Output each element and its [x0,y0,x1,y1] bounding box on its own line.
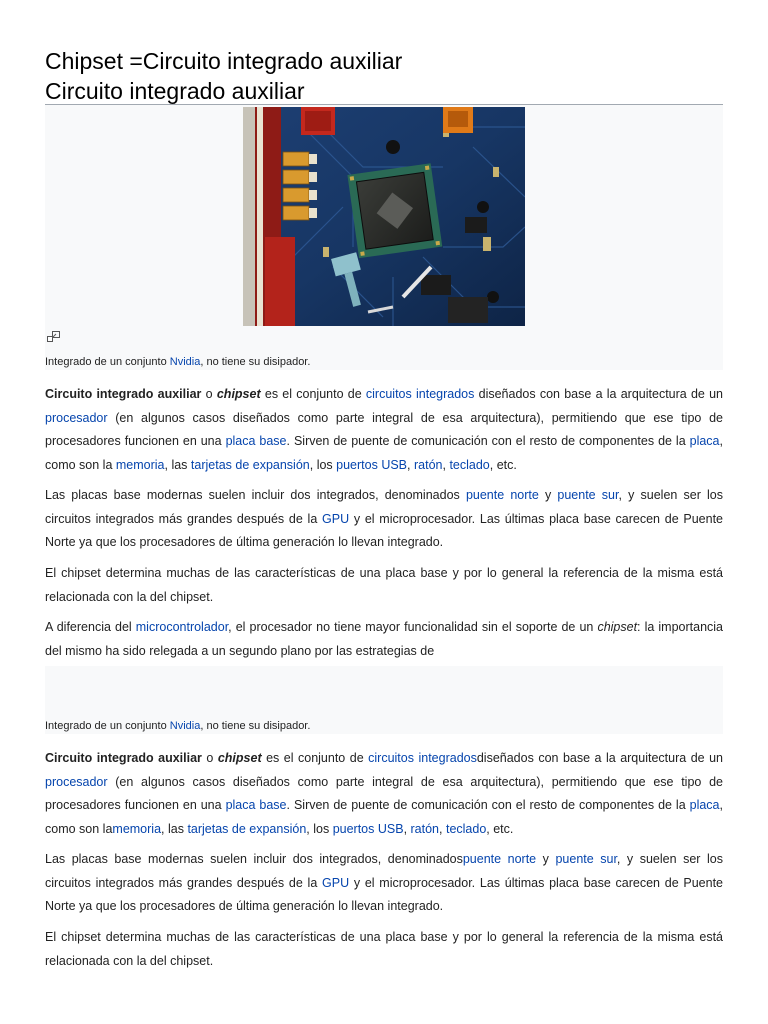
link-circuitos-integrados[interactable]: circuitos integrados [368,751,477,765]
figure [45,105,723,370]
section-heading: Circuito integrado auxiliar [45,78,305,104]
link-memoria[interactable]: memoria [112,821,162,836]
link-placa[interactable]: placa [689,798,720,812]
caption-link-nvidia[interactable]: Nvidia [169,720,201,732]
link-teclado[interactable]: teclado [449,457,490,472]
figure-caption: Integrado de un conjunto Nvidia, no tiene su disipador. [45,356,311,368]
figure-caption: Integrado de un conjunto Nvidia, no tiene su disipador. [45,720,311,732]
link-placa[interactable]: placa [689,434,720,448]
link-puente-sur[interactable]: puente sur [557,488,619,502]
paragraph: Circuito integrado auxiliar o chipset es el conjunto de circuitos integrados diseñados con base a la arquitectura de un procesador (en algunos casos diseñados como parte integral de esa arquitectura), permitiendo que ese tipo de procesadores funcionen en una placa base. Sirven de puente de comunicación con el resto de componentes de la placa, como son la memoria, las tarjetas de expansión, los puertos USB, ratón, teclado, etc. [45,387,724,472]
caption-link-nvidia[interactable]: Nvidia [169,356,201,368]
link-puente-norte[interactable]: puente norte [465,488,539,502]
paragraph: Las placas base modernas suelen incluir dos integrados, denominadospuente norte y puente sur, y suelen ser los circuitos integrados más grandes después de la GPU y el microprocesador. Las últimas placa base carecen de Puente Norte ya que los procesadores de última generación lo llevan integrado. [45,852,723,913]
paragraph: Circuito integrado auxiliar o chipset es el conjunto de circuitos integradosdiseñados con base a la arquitectura de un procesador (en algunos casos diseñados como parte integral de esa arquitectura), permitiendo que ese tipo de procesadores funcionen en una placa base. Sirven de puente de comunicación con el resto de componentes de la placa, como son lamemoria, las tarjetas de expansión, los puertos USB, ratón, teclado, etc. [45,751,723,836]
link-memoria[interactable]: memoria [115,457,165,472]
link-tarjetas-de-expansion[interactable]: tarjetas de expansión [187,821,307,836]
link-placa-base[interactable]: placa base [225,434,287,448]
link-circuitos-integrados[interactable]: circuitos integrados [365,387,475,401]
link-placa-base[interactable]: placa base [225,798,287,812]
link-gpu[interactable]: GPU [322,875,350,890]
link-raton[interactable]: ratón [410,821,440,836]
paragraph: Las placas base modernas suelen incluir dos integrados, denominados puente norte y puente sur, y suelen ser los circuitos integrados más grandes después de la GPU y el microprocesador. Las últimas placa base carecen de Puente Norte ya que los procesadores de última generación lo llevan integrado. [45,488,724,549]
link-gpu[interactable]: GPU [322,511,350,526]
paragraph: El chipset determina muchas de las características de una placa base y por lo general la referencia de la misma está relacionada con la del chipset. [45,930,723,968]
link-procesador[interactable]: procesador [45,410,108,425]
link-puente-norte[interactable]: puente norte [462,852,537,866]
link-raton[interactable]: ratón [413,457,443,472]
link-teclado[interactable]: teclado [445,821,487,836]
link-microcontrolador[interactable]: microcontrolador [135,620,229,634]
paragraph: A diferencia del microcontrolador, el procesador no tiene mayor funcionalidad sin el soporte de un chipset: la importancia del mismo ha sido relegada a un segundo plano por las estrategias de [45,620,724,658]
link-puertos-usb[interactable]: puertos USB [336,457,408,472]
link-puente-sur[interactable]: puente sur [555,852,617,866]
link-tarjetas-de-expansion[interactable]: tarjetas de expansión [190,457,310,472]
figure [45,666,723,734]
page-title: Chipset =Circuito integrado auxiliar [45,48,403,74]
chipset-photo[interactable] [243,107,525,326]
paragraph: El chipset determina muchas de las características de una placa base y por lo general la referencia de la misma está relacionada con la del chipset. [45,566,723,604]
motherboard-image [243,107,525,326]
link-puertos-usb[interactable]: puertos USB [332,821,404,836]
magnify-icon[interactable] [47,330,60,342]
link-procesador[interactable]: procesador [45,774,108,789]
